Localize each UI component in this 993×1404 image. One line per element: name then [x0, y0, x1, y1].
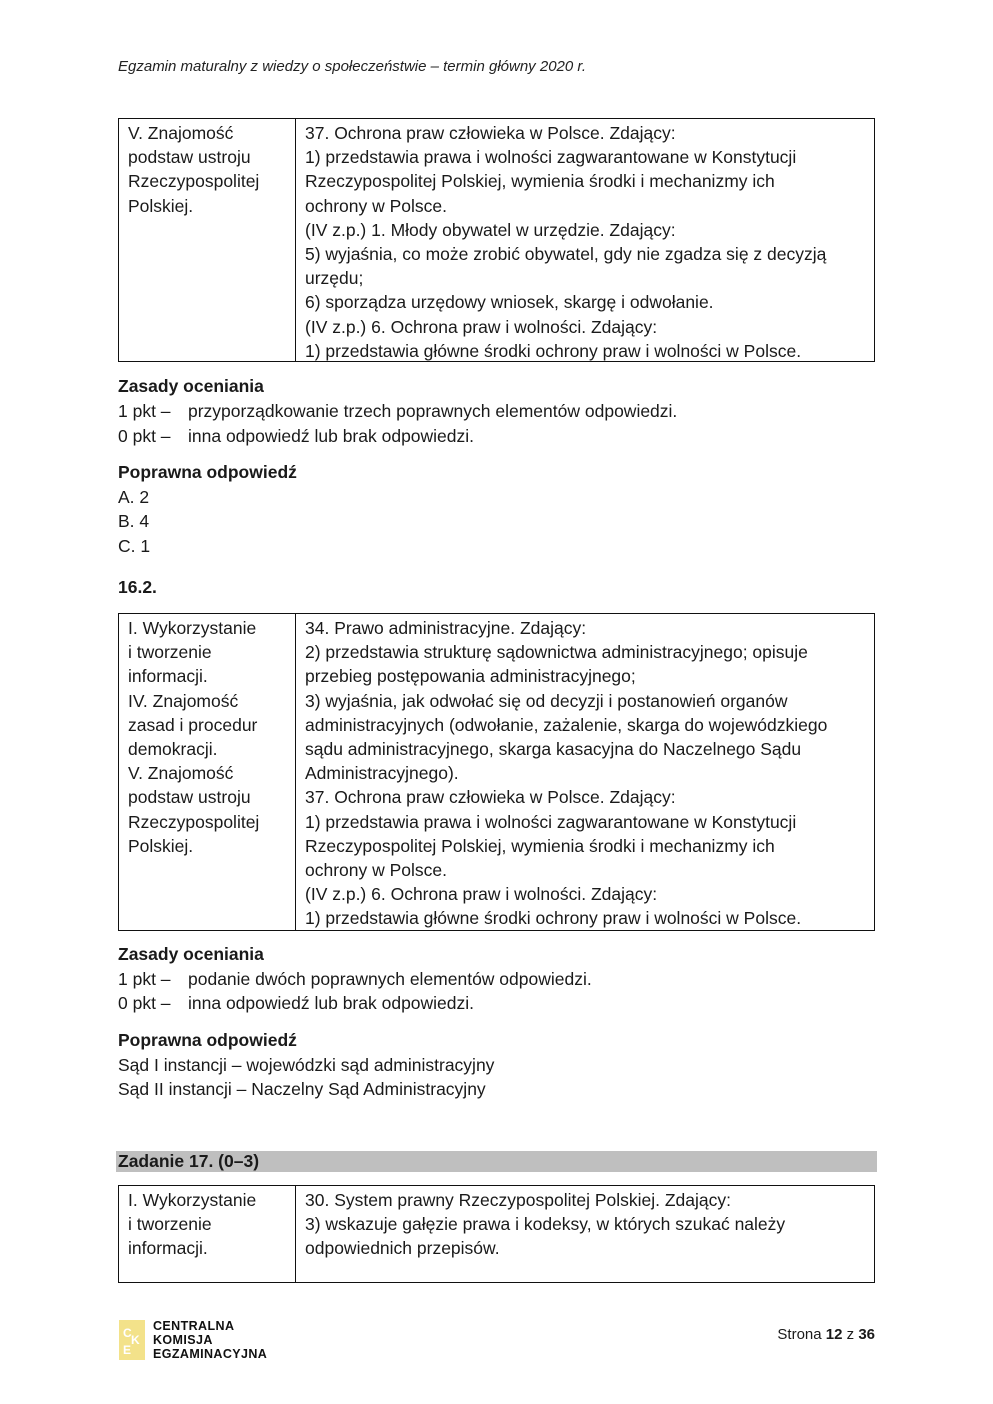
correct-answer-title: Poprawna odpowiedź [118, 1030, 297, 1050]
scoring-rule [118, 426, 474, 447]
correct-answer-title: Poprawna odpowiedź [118, 462, 297, 482]
scoring-rule [118, 401, 677, 422]
task-heading-bar: Zadanie 17. (0–3) [116, 1151, 877, 1172]
logo-wordmark [153, 1319, 267, 1361]
table-cell-line: I. Wykorzystanie [128, 618, 257, 638]
table-cell-line: przebieg postępowania administracyjnego; [305, 666, 636, 687]
table-cell-line: demokracji. [128, 739, 218, 760]
requirements-table-3 [118, 1185, 875, 1283]
table-cell-line: 1) przedstawia główne środki ochrony praw i wolności w Polsce. [305, 908, 802, 929]
logo-line: EGZAMINACYJNA [153, 1347, 268, 1361]
general-requirements-cell [119, 614, 296, 930]
logo-mark-letter: C [123, 1326, 132, 1340]
table-cell-line: Rzeczypospolitej [128, 171, 260, 192]
score-description: inna odpowiedź lub brak odpowiedzi. [188, 993, 475, 1013]
table-cell-line: Administracyjnego). [305, 763, 459, 784]
table-cell-line: IV. Znajomość [128, 690, 239, 711]
answer-line: C. 1 [118, 536, 151, 556]
score-description: podanie dwóch poprawnych elementów odpowiedzi. [188, 969, 592, 989]
table-cell-line: 1) przedstawia prawa i wolności zagwarantowane w Konstytucji [305, 811, 797, 832]
score-points: 1 pkt – [118, 401, 171, 421]
table-cell-line: zasad i procedur [128, 714, 258, 735]
table-cell-line: podstaw ustroju [128, 147, 251, 168]
table-cell-line: 1) przedstawia główne środki ochrony praw i wolności w Polsce. [305, 340, 802, 361]
table-cell-line: 3) wyjaśnia, jak odwołać się od decyzji i postanowień organów [305, 690, 788, 711]
table-cell-line: (IV z.p.) 6. Ochrona praw i wolności. Zdający: [305, 316, 658, 337]
table-cell-line: informacji. [128, 666, 208, 687]
logo-mark-letter: K [131, 1333, 140, 1347]
table-cell-line: administracyjnych (odwołanie, zażalenie, skarga do wojewódzkiego [305, 714, 828, 735]
page-prefix: Strona [777, 1326, 822, 1343]
table-cell-line: Rzeczypospolitej [128, 811, 260, 832]
page-separator: z [846, 1326, 855, 1343]
scoring-rules-title: Zasady oceniania [118, 376, 264, 396]
score-description: inna odpowiedź lub brak odpowiedzi. [188, 426, 475, 446]
table-cell-line: V. Znajomość [128, 123, 234, 143]
general-requirements-cell [119, 119, 296, 361]
page-number [777, 1326, 875, 1343]
table-cell-line: 30. System prawny Rzeczypospolitej Polskiej. Zdający: [305, 1190, 732, 1210]
answer-line: Sąd I instancji – wojewódzki sąd administracyjny [118, 1055, 495, 1075]
table-cell-line: urzędu; [305, 268, 364, 289]
subtask-number: 16.2. [118, 577, 157, 597]
general-requirements-cell [119, 1186, 296, 1282]
table-cell-line: Rzeczypospolitej Polskiej, wymienia środki i mechanizmy ich [305, 835, 775, 856]
logo-line: KOMISJA [153, 1333, 213, 1347]
table-cell-line: i tworzenie [128, 642, 212, 663]
table-cell-line: ochrony w Polsce. [305, 195, 448, 216]
table-cell-line: 5) wyjaśnia, co może zrobić obywatel, gdy nie zgadza się z decyzją [305, 244, 827, 265]
table-cell-line: 34. Prawo administracyjne. Zdający: [305, 618, 587, 638]
answer-line: A. 2 [118, 487, 150, 507]
scoring-rule [118, 993, 474, 1014]
table-cell-line: odpowiednich przepisów. [305, 1238, 500, 1259]
table-cell-line: ochrony w Polsce. [305, 860, 448, 881]
table-cell-line: 3) wskazuje gałęzie prawa i kodeksy, w których szukać należy [305, 1214, 786, 1235]
table-cell-line: Polskiej. [128, 835, 194, 856]
scoring-rule [118, 969, 592, 990]
table-cell-line: informacji. [128, 1238, 208, 1259]
answer-line: Sąd II instancji – Naczelny Sąd Administracyjny [118, 1079, 486, 1099]
table-cell-line: (IV z.p.) 6. Ochrona praw i wolności. Zdający: [305, 884, 658, 905]
scoring-rules-title: Zasady oceniania [118, 944, 264, 964]
table-cell-line: Rzeczypospolitej Polskiej, wymienia środki i mechanizmy ich [305, 171, 775, 192]
detailed-requirements-cell [296, 614, 874, 930]
requirements-table-1 [118, 118, 875, 362]
page-header: Egzamin maturalny z wiedzy o społeczeństwie – termin główny 2020 r. [118, 58, 586, 75]
table-cell-line: podstaw ustroju [128, 787, 251, 808]
table-cell-line: V. Znajomość [128, 763, 234, 784]
detailed-requirements-cell [296, 119, 874, 361]
logo-line: CENTRALNA [153, 1319, 235, 1333]
table-cell-line: I. Wykorzystanie [128, 1190, 257, 1210]
table-cell-line: i tworzenie [128, 1214, 212, 1235]
table-cell-line: 37. Ochrona praw człowieka w Polsce. Zdający: [305, 123, 676, 143]
detailed-requirements-cell [296, 1186, 874, 1282]
table-cell-line: Polskiej. [128, 195, 194, 216]
cke-logo-icon [119, 1320, 145, 1360]
table-cell-line: 37. Ochrona praw człowieka w Polsce. Zdający: [305, 787, 676, 808]
table-cell-line: 2) przedstawia strukturę sądownictwa administracyjnego; opisuje [305, 642, 808, 663]
table-cell-line: 1) przedstawia prawa i wolności zagwarantowane w Konstytucji [305, 147, 797, 168]
logo-mark-letter: E [123, 1343, 132, 1357]
score-points: 0 pkt – [118, 993, 171, 1013]
table-cell-line: sądu administracyjnego, skarga kasacyjna do Naczelnego Sądu [305, 739, 802, 760]
table-cell-line: (IV z.p.) 1. Młody obywatel w urzędzie. Zdający: [305, 219, 676, 240]
requirements-table-2 [118, 613, 875, 931]
score-points: 0 pkt – [118, 426, 171, 446]
score-points: 1 pkt – [118, 969, 171, 989]
current-page: 12 [825, 1326, 843, 1343]
table-cell-line: 6) sporządza urzędowy wniosek, skargę i odwołanie. [305, 292, 714, 313]
answer-line: B. 4 [118, 511, 150, 531]
total-pages: 36 [858, 1326, 875, 1343]
cke-logo [119, 1319, 267, 1361]
score-description: przyporządkowanie trzech poprawnych elementów odpowiedzi. [188, 401, 678, 421]
